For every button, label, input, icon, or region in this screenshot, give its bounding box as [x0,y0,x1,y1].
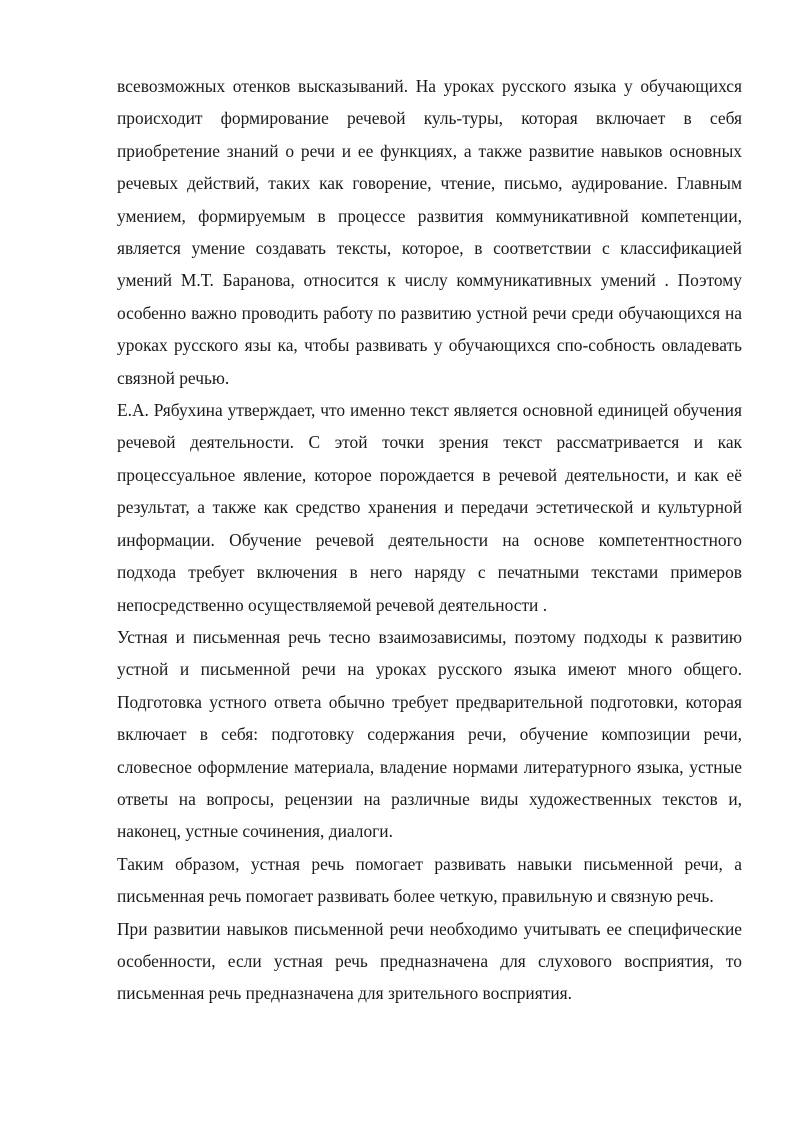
paragraph-4: Таким образом, устная речь помогает развивать навыки письменной речи, а письменная речь помогает развивать более четкую, правильную и связную речь. [117,853,742,907]
paragraph-5: При развитии навыков письменной речи необходимо учитывать ее специфические особенности, если устная речь предназначена для слухового восприятия, то письменная речь предназначена для зрительного восприятия. [117,918,742,1004]
paragraph-2: Е.А. Рябухина утверждает, что именно текст является основной единицей обучения речевой деятельности. С этой точки зрения текст рассматривается и как процессуальное явление, которое порождается в речевой деятельности, и как её результат, а также как средство хранения и передачи эстетической и культурной информации. Обучение речевой деятельности на основе компетентностного подхода требует включения в него наряду с печатными текстами примеров непосредственно осуществляемой речевой деятельности . [117,400,742,615]
paragraph-3: Устная и письменная речь тесно взаимозависимы, поэтому подходы к развитию устной и письменной речи на уроках русского языка имеют много общего. Подготовка устного ответа обычно требует предварительной подготовки, которая включает в себя: подготовку содержания речи, обучение композиции речи, словесное оформление материала, владение нормами литературного языка, устные ответы на вопросы, рецензии на различные виды художественных текстов и, наконец, устные сочинения, диалоги. [117,626,742,842]
document-page [117,70,742,1010]
paragraph-1: всевозможных отенков высказываний. На уроках русского языка у обучающихся происходит формирование речевой куль-туры, которая включает в себя приобретение знаний о речи и ее функциях, а также развитие навыков основных речевых действий, таких как говорение, чтение, письмо, аудирование. Главным умением, формируемым в процессе развития коммуникативной компетенции, является умение создавать тексты, которое, в соответствии с классификацией умений М.Т. Баранова, относится к числу коммуникативных умений . Поэтому особенно важно проводить работу по развитию устной речи среди обучающихся на уроках русского язы ка, чтобы развивать у обучающихся спо-собность овладевать связной речью. [117,76,742,388]
